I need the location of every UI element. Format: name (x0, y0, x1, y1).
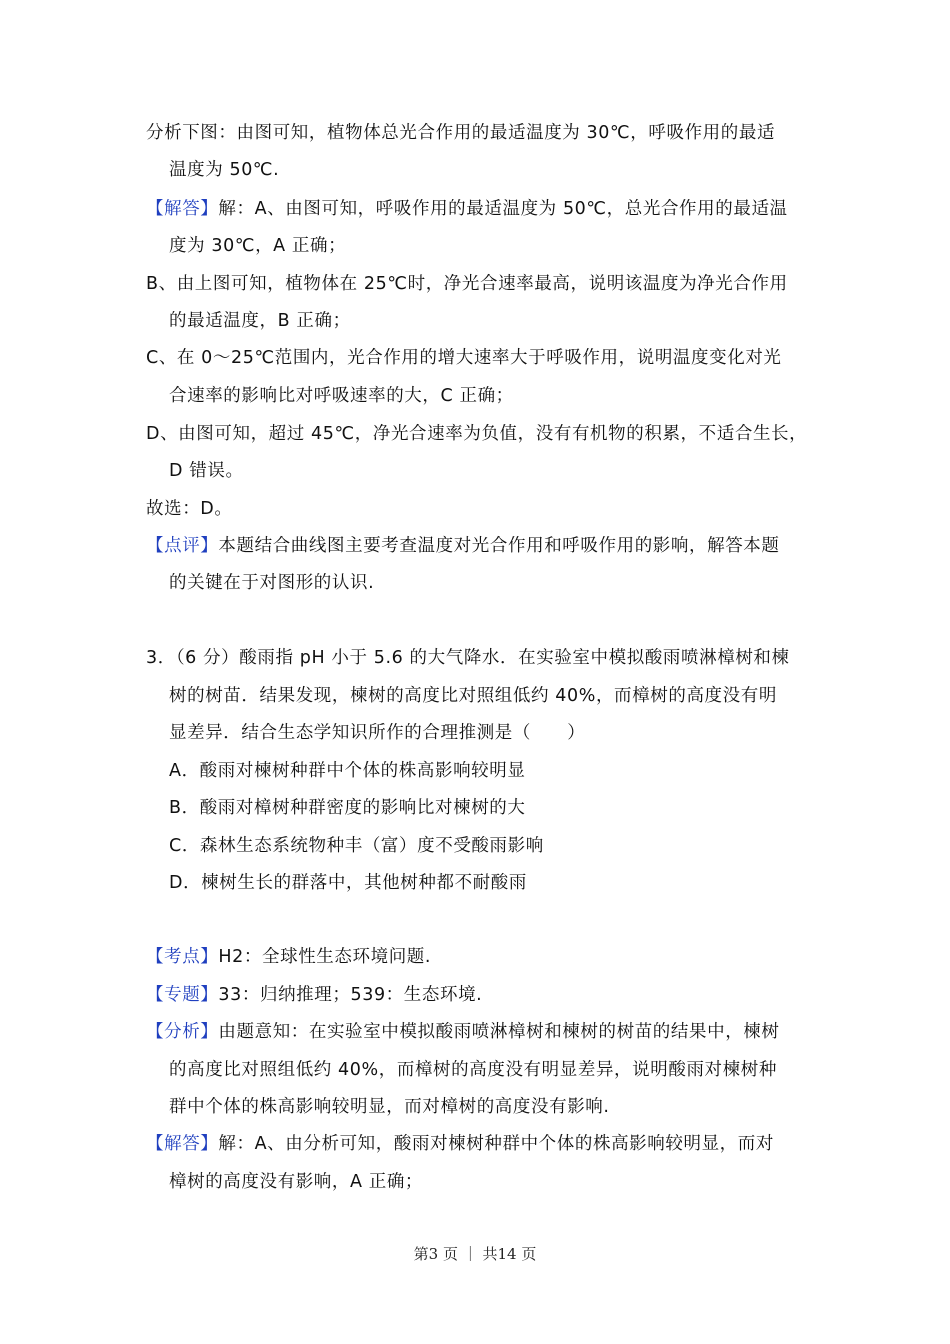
question-stem: 显差异．结合生态学知识所作的合理推测是（ ） (169, 723, 586, 743)
text-line: 温度为 50℃. (169, 160, 280, 180)
text-line: 【点评】本题结合曲线图主要考查温度对光合作用和呼吸作用的影响，解答本题 (146, 536, 780, 556)
section-tag: 【解答】 (146, 1134, 219, 1154)
text-line: 樟树的高度没有影响，A 正确； (169, 1172, 424, 1192)
text-line: 故选：D。 (146, 499, 233, 519)
section-tag: 【考点】 (146, 947, 219, 967)
option-b: B．酸雨对樟树种群密度的影响比对楝树的大 (169, 798, 526, 818)
text-line: B、由上图可知，植物体在 25℃时，净光合速率最高，说明该温度为净光合作用 (146, 274, 788, 294)
text-line: 合速率的影响比对呼吸速率的大，C 正确； (169, 386, 514, 406)
question-stem: 3．（6 分）酸雨指 pH 小于 5.6 的大气降水．在实验室中模拟酸雨喷淋樟树和楝 (146, 648, 790, 668)
option-d: D．楝树生长的群落中，其他树种都不耐酸雨 (169, 873, 527, 893)
text-line: 【考点】H2：全球性生态环境问题. (146, 947, 432, 967)
text-line: 分析下图：由图可知，植物体总光合作用的最适温度为 30℃，呼吸作用的最适 (146, 123, 776, 143)
option-a: A．酸雨对楝树种群中个体的株高影响较明显 (169, 761, 526, 781)
text-line: 的高度比对照组低约 40%，而樟树的高度没有明显差异，说明酸雨对楝树种 (169, 1060, 777, 1080)
text-line: 【解答】解：A、由图可知，呼吸作用的最适温度为 50℃，总光合作用的最适温 (146, 199, 788, 219)
text-line: 群中个体的株高影响较明显，而对樟树的高度没有影响. (169, 1097, 610, 1117)
text-line: 的关键在于对图形的认识. (169, 573, 375, 593)
text-line: C、在 0～25℃范围内，光合作用的增大速率大于呼吸作用，说明温度变化对光 (146, 348, 782, 368)
option-c: C．森林生态系统物种丰（富）度不受酸雨影响 (169, 836, 544, 856)
text-line: 的最适温度，B 正确； (169, 311, 351, 331)
text-line: 【解答】解：A、由分析可知，酸雨对楝树种群中个体的株高影响较明显，而对 (146, 1134, 774, 1154)
section-tag: 【点评】 (146, 536, 219, 556)
text-line: D 错误。 (169, 461, 244, 481)
text-line: D、由图可知，超过 45℃，净光合速率为负值，没有有机物的积累，不适合生长， (146, 424, 808, 444)
question-stem: 树的树苗．结果发现，楝树的高度比对照组低约 40%，而樟树的高度没有明 (169, 686, 777, 706)
text-line: 【分析】由题意知：在实验室中模拟酸雨喷淋樟树和楝树的树苗的结果中，楝树 (146, 1022, 780, 1042)
text-line: 【专题】33：归纳推理；539：生态环境. (146, 985, 483, 1005)
page-footer: 第3 页 ｜ 共14 页 (413, 1245, 537, 1263)
section-tag: 【专题】 (146, 985, 219, 1005)
text-line: 度为 30℃，A 正确； (169, 236, 347, 256)
section-tag: 【分析】 (146, 1022, 219, 1042)
section-tag: 【解答】 (146, 199, 219, 219)
